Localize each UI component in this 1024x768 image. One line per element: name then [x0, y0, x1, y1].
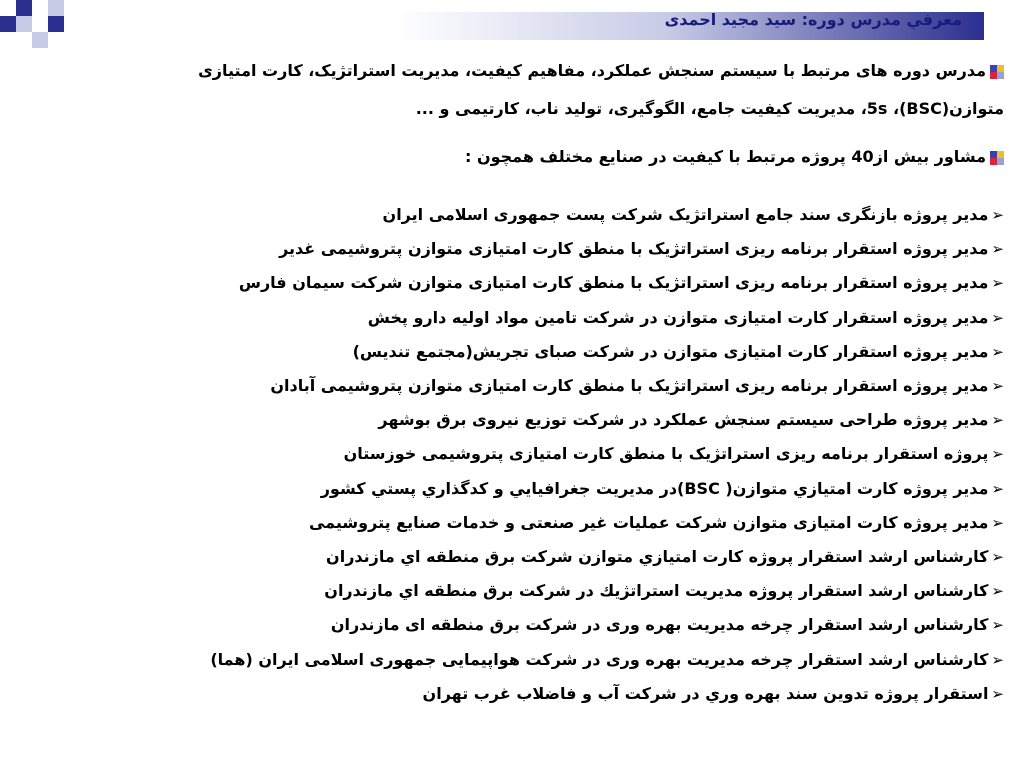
arrow-check-icon: ➢ [991, 308, 1004, 327]
colored-square-bullet-icon [990, 65, 1004, 79]
deco-square [48, 16, 64, 32]
arrow-check-icon: ➢ [991, 479, 1004, 498]
list-item [104, 232, 1004, 266]
list-item [104, 369, 1004, 403]
paragraph-text: مشاور بیش از40 پروژه مرتبط با کیفیت در صنایع مختلف همچون : [464, 147, 986, 166]
list-item-text: مدیر پروژه استقرار برنامه ریزی استراتژیک با منطق کارت امتیازی متوازن پتروشیمی غدیر [279, 239, 989, 259]
intro-paragraph [104, 52, 1004, 128]
list-item [104, 335, 1004, 369]
list-item-text: پروژه استقرار برنامه ریزی استراتژیک با منطق کارت امتیازی پتروشیمی خوزستان [343, 444, 989, 464]
arrow-check-icon: ➢ [991, 274, 1004, 293]
list-item [104, 301, 1004, 335]
arrow-check-icon: ➢ [991, 342, 1004, 361]
list-item-text: استقرار پروژه تدوین سند بهره وري در شرکت آب و فاضلاب غرب تهران [422, 683, 989, 703]
list-item [104, 403, 1004, 437]
deco-square [16, 0, 32, 16]
list-item [104, 677, 1004, 711]
list-item-text: مدیر پروژه بازنگری سند جامع استراتژیک شرکت پست جمهوری اسلامی ایران [382, 205, 989, 224]
list-item-text: کارشناس ارشد استقرار پروژه مدیریت استراتژیك در شرکت برق منطقه اي مازندران [324, 581, 989, 601]
list-item [104, 608, 1004, 642]
deco-square [32, 32, 48, 48]
arrow-check-icon: ➢ [991, 513, 1004, 532]
list-item [104, 198, 1004, 232]
slide-title: معرفي مدرس دوره: سيد مجيد احمدی [664, 10, 962, 29]
arrow-check-icon: ➢ [991, 582, 1004, 601]
list-item-text: مدیر پروژه طراحی سیستم سنجش عملکرد در شرکت توزیع نیروی برق بوشهر [378, 410, 989, 430]
list-item-text: مدیر پروژه کارت امتیازي متوازن( BSC)در مدیریت جغرافیايي و کدگذاري پستي کشور [320, 478, 989, 498]
list-item [104, 574, 1004, 608]
decorative-squares [0, 0, 90, 48]
list-item [104, 506, 1004, 540]
list-item-text: کارشناس ارشد استقرار چرخه مدیریت بهره وری در شرکت هواپیمایی جمهوری اسلامی ایران (هما) [210, 649, 989, 669]
paragraph-text: مدرس دوره های مرتبط با سیستم سنجش عملکرد، مفاهیم کیفیت، مدیریت استراتژیک، کارت امتیازی متوازن(BSC)، 5s، مدیریت کیفیت جامع، الگوگیری، تولید ناب، کارتیمی و ... [198, 61, 1004, 118]
arrow-check-icon: ➢ [991, 377, 1004, 396]
project-list [104, 198, 1004, 711]
arrow-check-icon: ➢ [991, 684, 1004, 703]
list-item [104, 266, 1004, 300]
intro-paragraph [104, 138, 1004, 176]
list-item-text: مدیر پروژه استقرار برنامه ریزی استراتژیک با منطق کارت امتیازی متوازن پتروشیمی آبادان [270, 376, 989, 396]
list-item-text: مدیر پروژه استقرار کارت امتیازی متوازن در شرکت صبای تجریش(مجتمع تندیس) [352, 341, 989, 361]
list-item-text: کارشناس ارشد استقرار پروژه کارت امتیازي متوازن شرکت برق منطقه اي مازندران [326, 547, 989, 567]
deco-square [16, 16, 32, 32]
list-item-text: مدیر پروژه استقرار کارت امتیازی متوازن در شرکت تامین مواد اولیه دارو پخش [367, 307, 989, 327]
arrow-check-icon: ➢ [991, 206, 1004, 224]
arrow-check-icon: ➢ [991, 445, 1004, 464]
list-item-text: مدیر پروژه کارت امتیازی متوازن شرکت عملیات غیر صنعتی و خدمات صنایع پتروشیمی [308, 512, 989, 532]
arrow-check-icon: ➢ [991, 548, 1004, 567]
arrow-check-icon: ➢ [991, 650, 1004, 669]
colored-square-bullet-icon [990, 151, 1004, 165]
arrow-check-icon: ➢ [991, 616, 1004, 635]
list-item-text: کارشناس ارشد استقرار چرخه مدیریت بهره وری در شرکت برق منطقه ای مازندران [330, 615, 989, 635]
deco-square [0, 16, 16, 32]
list-item-text: مدیر پروژه استقرار برنامه ریزی استراتژیک با منطق کارت امتیازی متوازن شرکت سیمان فارس [238, 273, 989, 293]
list-item [104, 643, 1004, 677]
list-item [104, 540, 1004, 574]
list-item [104, 437, 1004, 471]
slide-content [104, 52, 1004, 711]
arrow-check-icon: ➢ [991, 240, 1004, 259]
deco-square [48, 0, 64, 16]
arrow-check-icon: ➢ [991, 411, 1004, 430]
list-item [104, 472, 1004, 506]
